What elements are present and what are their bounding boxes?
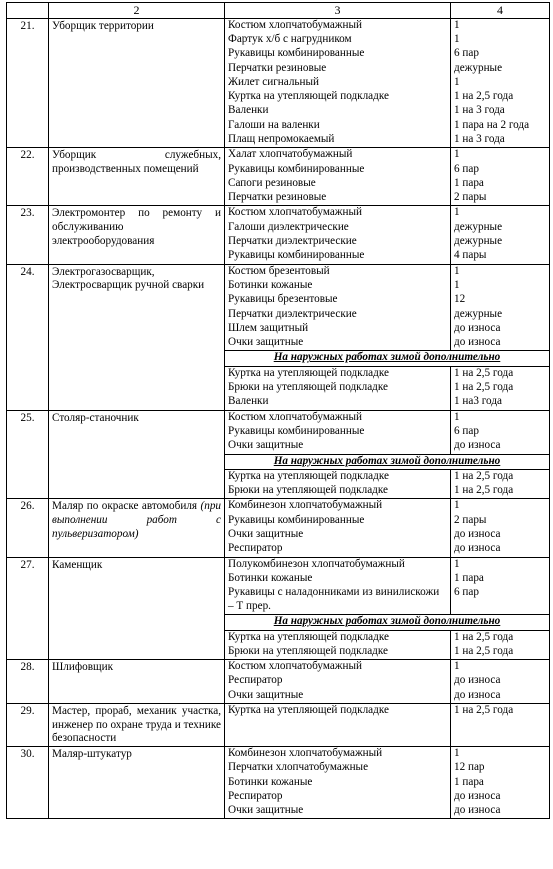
- item-norm: 1 на 2,5 года: [454, 469, 514, 482]
- item-norm: до износа: [454, 528, 501, 541]
- item-norm: 1: [454, 148, 460, 161]
- item-name: Брюки на утепляющей подкладке: [228, 484, 388, 497]
- item-name: Фартук х/б с нагрудником: [228, 32, 352, 45]
- item-name: Полукомбинезон хлопчатобумажный: [228, 557, 405, 570]
- item-name: Рукавицы комбинированные: [228, 513, 365, 526]
- winter-items-cell: [225, 469, 451, 499]
- profession-wrap: [52, 500, 221, 541]
- document-page: [6, 2, 549, 819]
- winter-norms-cell: [451, 630, 550, 660]
- item-norm: 1 пара на 2 года: [454, 118, 530, 131]
- norms-cell: [451, 148, 550, 206]
- item-name: Брюки на утепляющей подкладке: [228, 644, 388, 657]
- item-norm: 1: [454, 278, 460, 291]
- header-row: [7, 3, 550, 19]
- item-norm: 1: [454, 410, 460, 423]
- profession-name: Шлифовщик: [52, 661, 114, 674]
- table-row: [7, 410, 550, 454]
- item-norm: 6 пар: [454, 162, 479, 175]
- item-name: Рукавицы комбинированные: [228, 47, 365, 60]
- norms-cell: [451, 264, 550, 351]
- profession-cell: [49, 206, 225, 264]
- item-norm: 1 на 2,5 года: [454, 484, 514, 497]
- item-norm: 6 пар: [454, 424, 479, 437]
- norms-cell: [451, 410, 550, 454]
- norms-cell: [451, 557, 550, 615]
- item-name: Перчатки резиновые: [228, 191, 327, 204]
- row-number: 28.: [7, 660, 49, 704]
- header-col-2: 2: [49, 3, 225, 19]
- items-cell: [225, 703, 451, 746]
- item-name: Куртка на утепляющей подкладке: [228, 366, 389, 379]
- profession-name: Мастер, прораб, механик участка, инженер по охране труда и технике безопасности: [52, 704, 221, 745]
- profession-cell: [49, 660, 225, 704]
- row-number: 26.: [7, 499, 49, 557]
- winter-norms-cell: [451, 469, 550, 499]
- item-name: Респиратор: [228, 789, 283, 802]
- item-name: Рукавицы комбинированные: [228, 162, 365, 175]
- item-name: Рукавицы брезентовые: [228, 293, 338, 306]
- norms-cell: [451, 206, 550, 264]
- row-number: 25.: [7, 410, 49, 499]
- item-name: Перчатки резиновые: [228, 61, 327, 74]
- item-norm: дежурные: [454, 235, 503, 248]
- item-norm: 1 на 2,5 года: [454, 630, 514, 643]
- item-norm: 1 на 3 года: [454, 133, 505, 145]
- items-cell: [225, 557, 451, 615]
- row-number: 29.: [7, 703, 49, 746]
- profession-name: Электрогазосварщик, Электросварщик ручной сварки: [52, 265, 205, 292]
- items-cell: [225, 499, 451, 557]
- header-col-3: 3: [225, 3, 451, 19]
- items-cell: [225, 206, 451, 264]
- profession-wrap: [52, 149, 221, 176]
- item-name: Ботинки кожаные: [228, 571, 313, 584]
- item-name: Галоши на валенки: [228, 118, 320, 131]
- item-name: Очки защитные: [228, 688, 304, 701]
- item-norm: 6 пар: [454, 47, 479, 60]
- winter-items-cell: [225, 630, 451, 660]
- winter-subheading: На наружных работах зимой дополнительно: [273, 351, 501, 364]
- item-name: Куртка на утепляющей подкладке: [228, 703, 389, 716]
- table-row: [7, 148, 550, 206]
- item-norm: 1 на 3 года: [454, 104, 505, 117]
- profession-wrap: [52, 705, 221, 746]
- item-name: Брюки на утепляющей подкладке: [228, 381, 388, 394]
- table-row: [7, 557, 550, 615]
- table-row: [7, 703, 550, 746]
- profession-wrap: [52, 207, 221, 248]
- item-norm: 1 пара: [454, 176, 484, 189]
- item-norm: 1 на3 года: [454, 395, 502, 408]
- item-name: Костюм хлопчатобумажный: [228, 410, 363, 423]
- item-norm: 12: [454, 293, 466, 306]
- item-norm: до износа: [454, 439, 501, 452]
- norms-cell: [451, 18, 550, 148]
- item-norm: 1: [454, 32, 460, 45]
- items-cell: [225, 746, 451, 818]
- item-name: Халат хлопчатобумажный: [228, 148, 353, 161]
- profession-cell: [49, 148, 225, 206]
- profession-wrap: [52, 412, 221, 426]
- item-norm: дежурные: [454, 220, 503, 233]
- item-name: Сапоги резиновые: [228, 176, 316, 189]
- row-number: 23.: [7, 206, 49, 264]
- item-name: Ботинки кожаные: [228, 775, 313, 788]
- profession-wrap: [52, 559, 221, 573]
- item-name: Шлем защитный: [228, 321, 309, 334]
- winter-norms-cell: [451, 366, 550, 410]
- item-norm: 1: [454, 206, 460, 219]
- item-norm: до износа: [454, 542, 501, 555]
- item-name: Костюм хлопчатобумажный: [228, 18, 363, 31]
- item-norm: до износа: [454, 688, 501, 701]
- row-number: 24.: [7, 264, 49, 410]
- profession-name: Маляр по окраске автомобиля: [52, 500, 198, 513]
- profession-wrap: [52, 266, 221, 293]
- winter-subheading: На наружных работах зимой дополнительно: [273, 615, 501, 628]
- item-name: Рукавицы с наладонниками из винилискожи – Т прер.: [228, 586, 440, 612]
- profession-cell: [49, 703, 225, 746]
- profession-cell: [49, 499, 225, 557]
- item-name: Куртка на утепляющей подкладке: [228, 630, 389, 643]
- profession-name: Уборщик служебных, производственных помещений: [52, 149, 221, 175]
- item-name: Куртка на утепляющей подкладке: [228, 469, 389, 482]
- profession-cell: [49, 18, 225, 148]
- item-name: Костюм хлопчатобумажный: [228, 206, 363, 219]
- header-col-1: [7, 3, 49, 19]
- item-norm: до износа: [454, 789, 501, 802]
- row-number: 30.: [7, 746, 49, 818]
- profession-cell: [49, 410, 225, 499]
- norms-cell: [451, 499, 550, 557]
- item-norm: 1 на 2,5 года: [454, 381, 514, 394]
- item-name: Очки защитные: [228, 804, 304, 817]
- item-name: Комбинезон хлопчатобумажный: [228, 499, 383, 512]
- profession-name: Столяр-станочник: [52, 411, 139, 424]
- item-norm: дежурные: [454, 307, 503, 320]
- item-norm: 1 пара: [454, 775, 484, 788]
- item-norm: 1: [454, 75, 460, 88]
- item-norm: 1 на 2,5 года: [454, 644, 514, 657]
- norms-cell: [451, 703, 550, 746]
- item-norm: до износа: [454, 674, 501, 687]
- profession-name: Электромонтер по ремонту и обслуживанию электрооборудования: [52, 207, 221, 247]
- profession-wrap: [52, 748, 221, 762]
- items-cell: [225, 264, 451, 351]
- item-norm: 1: [454, 499, 460, 512]
- item-name: Куртка на утепляющей подкладке: [228, 90, 389, 103]
- item-norm: до износа: [454, 336, 501, 349]
- norms-cell: [451, 746, 550, 818]
- item-name: Перчатки диэлектрические: [228, 235, 357, 248]
- profession-name: Маляр-штукатур: [52, 747, 132, 760]
- item-name: Ботинки кожаные: [228, 278, 313, 291]
- item-norm: 1: [454, 746, 460, 759]
- profession-name: Уборщик территории: [52, 19, 154, 32]
- norms-cell: [451, 660, 550, 704]
- item-name: Рукавицы комбинированные: [228, 249, 365, 262]
- item-name: Перчатки хлопчатобумажные: [228, 761, 369, 774]
- item-name: Костюм брезентовый: [228, 264, 330, 277]
- item-name: Валенки: [228, 395, 269, 408]
- item-norm: 1: [454, 264, 460, 277]
- item-name: Костюм хлопчатобумажный: [228, 660, 363, 673]
- item-norm: до износа: [454, 804, 501, 817]
- item-norm: 1 на 2,5 года: [454, 703, 514, 716]
- winter-subheading: На наружных работах зимой дополнительно: [273, 454, 501, 467]
- winter-items-cell: [225, 366, 451, 410]
- profession-cell: [49, 746, 225, 818]
- table-row: [7, 746, 550, 818]
- item-norm: 1 на 2,5 года: [454, 366, 514, 379]
- item-name: Комбинезон хлопчатобумажный: [228, 746, 383, 759]
- item-norm: 1: [454, 557, 460, 570]
- profession-cell: [49, 557, 225, 659]
- items-cell: [225, 148, 451, 206]
- item-name: Жилет сигнальный: [228, 75, 320, 88]
- item-norm: 2 пары: [454, 191, 487, 204]
- item-norm: 1: [454, 660, 460, 673]
- item-norm: 2 пары: [454, 513, 487, 526]
- item-name: Валенки: [228, 104, 269, 117]
- row-number: 27.: [7, 557, 49, 659]
- table-row: [7, 206, 550, 264]
- item-norm: 6 пар: [454, 586, 479, 599]
- item-norm: 1 пара: [454, 571, 484, 584]
- item-name: Рукавицы комбинированные: [228, 424, 365, 437]
- item-name: Очки защитные: [228, 439, 304, 452]
- item-norm: до износа: [454, 321, 501, 334]
- item-name: Респиратор: [228, 674, 283, 687]
- profession-name: Каменщик: [52, 558, 103, 571]
- item-name: Перчатки диэлектрические: [228, 307, 357, 320]
- item-name: Респиратор: [228, 542, 283, 555]
- profession-wrap: [52, 20, 221, 34]
- items-cell: [225, 18, 451, 148]
- table-row: [7, 18, 550, 148]
- item-norm: 1 на 2,5 года: [454, 90, 514, 103]
- items-cell: [225, 410, 451, 454]
- item-norm: 12 пар: [454, 761, 485, 774]
- table-row: [7, 660, 550, 704]
- profession-cell: [49, 264, 225, 410]
- profession-wrap: [52, 661, 221, 675]
- item-name: Галоши диэлектрические: [228, 220, 349, 233]
- table-body: [7, 18, 550, 819]
- table-row: [7, 264, 550, 351]
- header-col-4: 4: [451, 3, 550, 19]
- item-norm: 4 пары: [454, 249, 487, 262]
- item-name: Плащ непромокаемый: [228, 133, 335, 145]
- item-norm: дежурные: [454, 61, 503, 74]
- row-number: 21.: [7, 18, 49, 148]
- items-cell: [225, 660, 451, 704]
- row-number: 22.: [7, 148, 49, 206]
- ppe-norms-table: [6, 2, 550, 819]
- profession-note: (при выполнении работ с пульверизатором): [52, 500, 222, 540]
- item-name: Очки защитные: [228, 528, 304, 541]
- item-norm: 1: [454, 18, 460, 31]
- table-row: [7, 499, 550, 557]
- item-name: Очки защитные: [228, 336, 304, 349]
